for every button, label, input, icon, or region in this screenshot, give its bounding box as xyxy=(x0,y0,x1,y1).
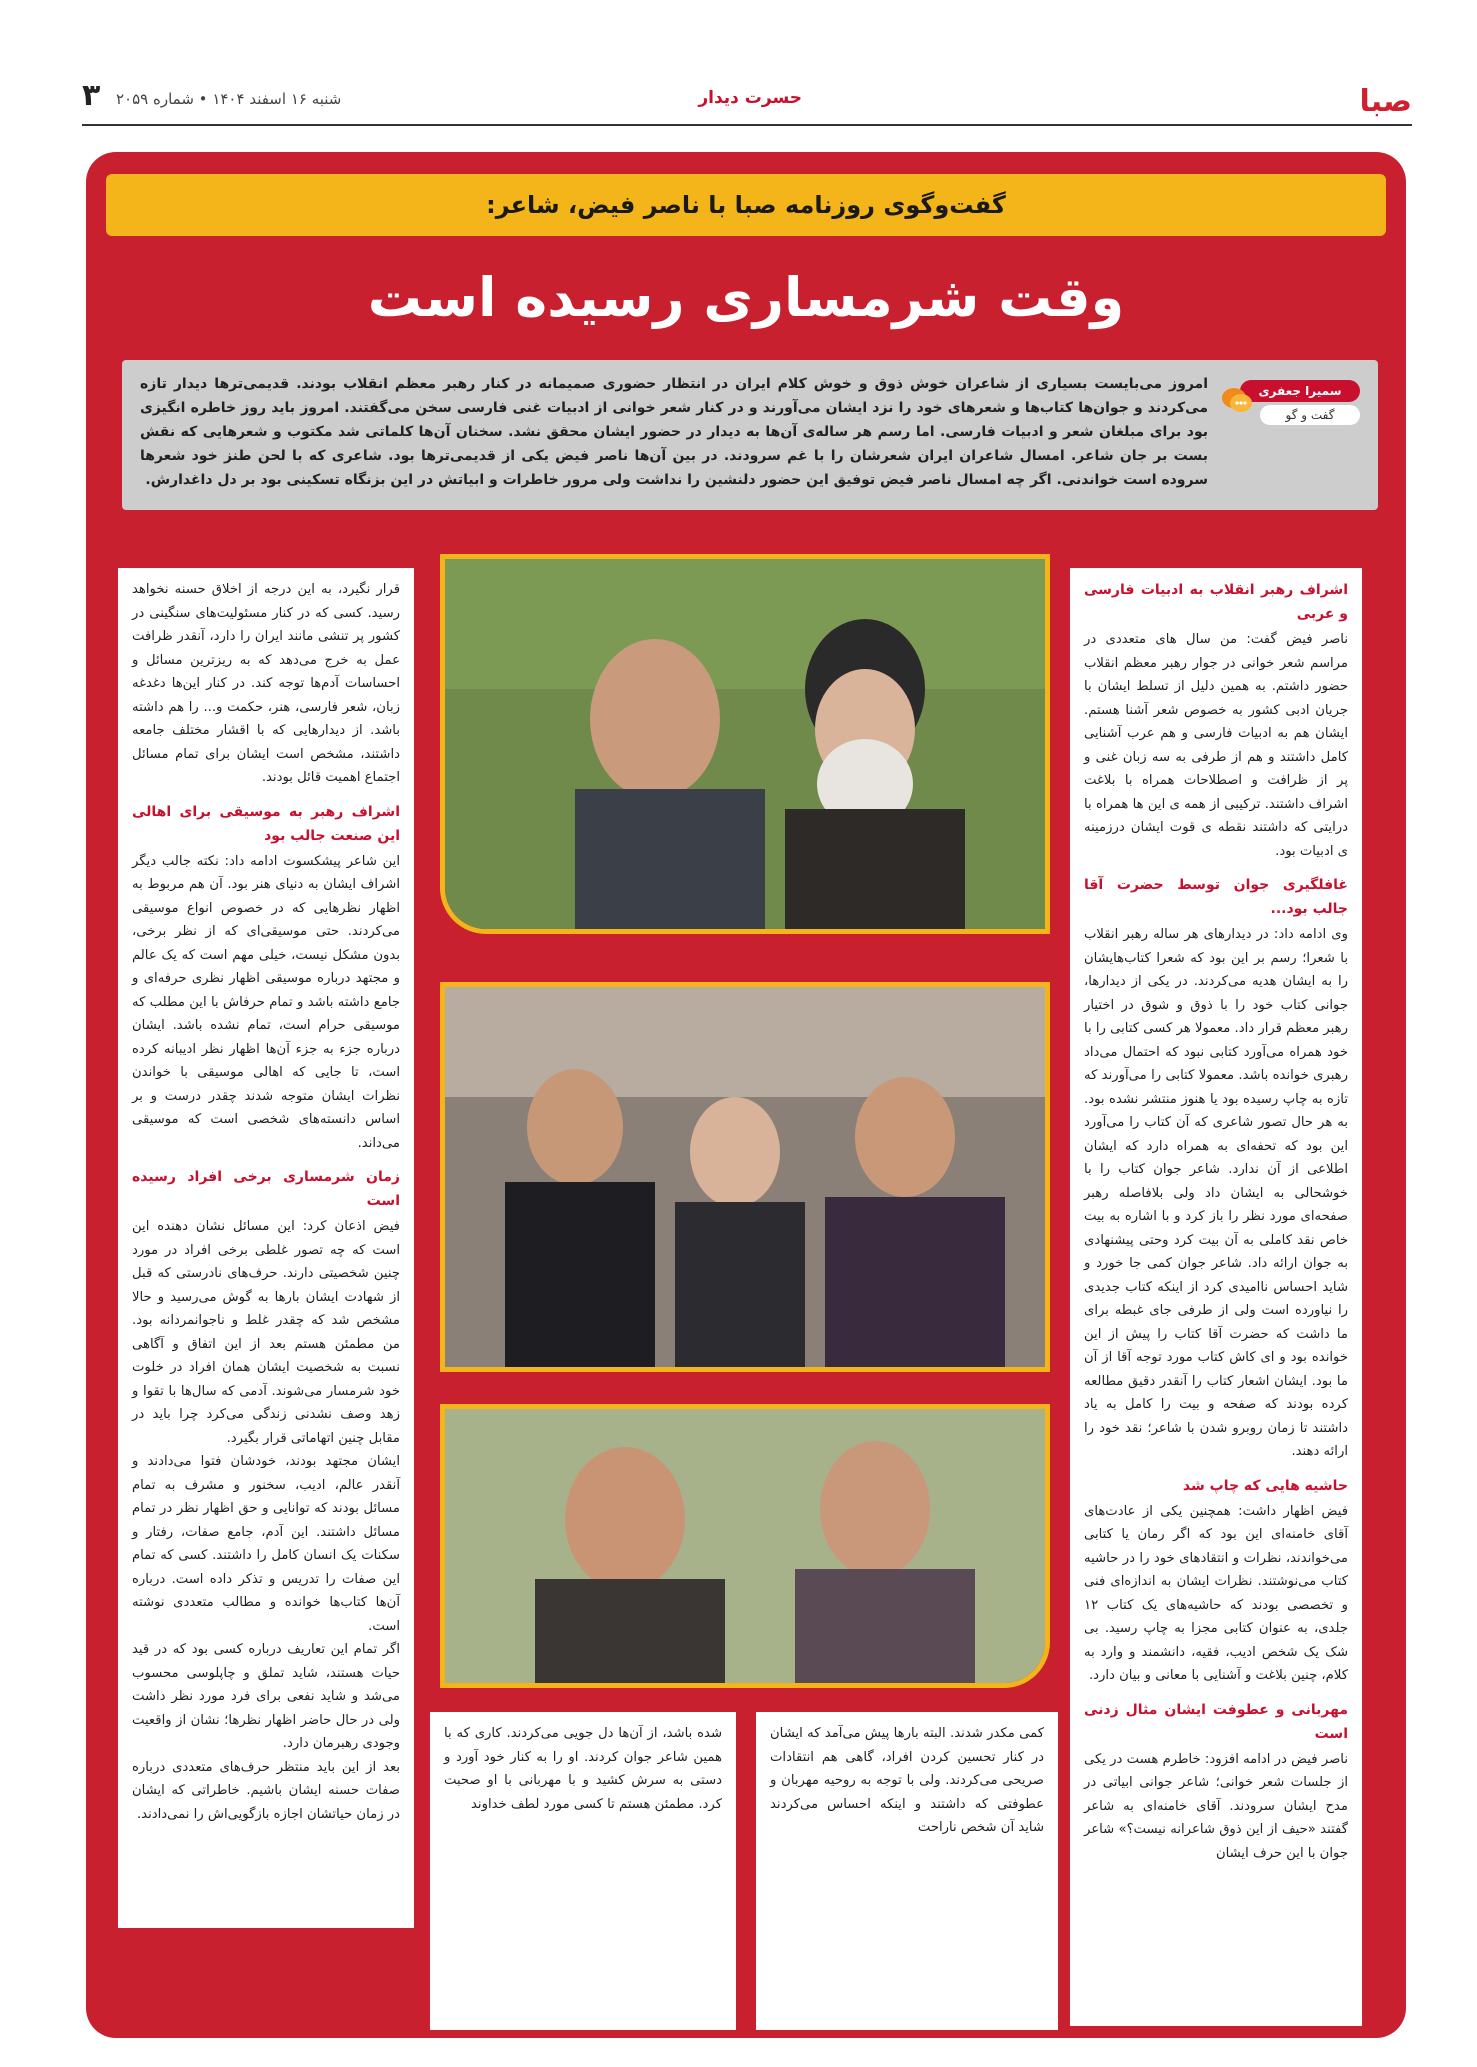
photo-illustration xyxy=(445,987,1045,1367)
paragraph: ایشان مجتهد بودند، خودشان فتوا می‌دادند و آنقدر عالم، ادیب، سخنور و مشرف به تمام مسائل بودند که توانایی و حق اظهار نظر در تمام مسائل داشتند. این آدم، جامع صفات، رفتار و سکنات یک انسان کامل را داشتند. کسی که تمام این صفات را تدریس و تذکر داده است. درباره آن‌ها کتاب‌ها خوانده و مطالب متعددی نوشته است. xyxy=(132,1454,400,1634)
paragraph: اگر تمام این تعاریف درباره کسی بود که در قید حیات هستند، شاید تملق و چاپلوسی محسوب می‌شد و شاید نفعی برای فرد مورد نظر داشت ولی در حال حاضر اظهار نظرها؛ نشان از واقعیت وجودی رهبرمان دارد. xyxy=(132,1642,400,1751)
paragraph: این شاعر پیشکسوت ادامه داد: نکته جالب دیگر اشراف ایشان به دنیای هنر بود. آن هم مربوط به اظهار نظرهایی که در خصوص انواع موسیقی می‌کردند. حتی موسیقی‌ای که از نظر برخی، بدون مشکل نیست، خیلی مهم است که یک عالم و مجتهد درباره موسیقی اظهار نظری حرفه‌ای و جامع داشته باشد و تمام حرفاش با این مطلب که موسیقی حرام است، تمام نشده باشد. ایشان درباره جزء به جزء آن‌ها اظهار نظر ادیبانه کرده است، تا جایی که اهالی موسیقی با خواندن نظرات ایشان متوجه شدند چقدر درست و بر اساس دانسته‌های شخصی است که موسیقی می‌داند. xyxy=(132,853,400,1151)
column-left xyxy=(118,568,414,1928)
subhead: مهربانی و عطوفت ایشان مثال زدنی است xyxy=(1084,1701,1348,1742)
paragraph: ناصر فیض گفت: من سال های متعددی در مراسم شعر خوانی در جوار رهبر معظم انقلاب حضور داشتم. به همین دلیل از تسلط ایشان با جریان ادبی کشور به خصوص شعر آشنا هستم. ایشان هم به ادبیات فارسی و هم عرب آشنایی کامل داشتند و هم از طرفی به سه زبان غنی و پر از ظرافت و اصطلاحات همراه با بلاغت اشراف داشتند. ترکیبی از همه ی این ها همراه با درایتی که داشتند نقطه ی قوت ایشان درزمینه ی ادبیات بود. xyxy=(1084,632,1348,859)
subhead: زمان شرمساری برخی افراد رسیده است xyxy=(132,1169,400,1209)
photo-illustration xyxy=(445,559,1045,929)
column-bottom-middle-right xyxy=(756,1712,1058,2030)
subhead: اشراف رهبر انقلاب به ادبیات فارسی و عربی xyxy=(1084,582,1348,622)
paragraph: فیض اظهار داشت: همچنین یکی از عادت‌های آقای خامنه‌ای این بود که اگر رمان یا کتابی می‌خواندند، نظرات و انتقادهای خود را در حاشیه کتاب می‌نوشتند. نظرات ایشان به اندازه‌ای فنی و تخصصی بودند که حاشیه‌های یک کتاب ۱۲ جلدی، به عنوان کتابی مجزا به چاپ رسید. بی شک یک شخص ادیب، فقیه، دانشمند و وارد به کلام، چنین بلاغت و آشنایی با معانی و بیان دارد. xyxy=(1084,1503,1348,1683)
chat-bubble-icon xyxy=(1220,384,1254,418)
kicker-text: گفت‌وگوی روزنامه صبا با ناصر فیض، شاعر: xyxy=(486,191,1006,219)
kicker-banner xyxy=(106,174,1386,236)
date-issue: شنبه ۱۶ اسفند ۱۴۰۴ • شماره ۲۰۵۹ xyxy=(116,90,342,108)
photo-leader-and-poet xyxy=(440,554,1050,934)
author-name: سمیرا جعفری xyxy=(1240,380,1360,402)
column-bottom-middle-left xyxy=(430,1712,736,2030)
newspaper-logo xyxy=(1342,82,1412,122)
masthead xyxy=(82,78,1412,126)
section-name: حسرت دیدار xyxy=(698,88,802,108)
author-badge xyxy=(1220,380,1360,428)
headline: وقت شرمساری رسیده است xyxy=(367,266,1125,329)
subhead: حاشیه هایی که چاپ شد xyxy=(1182,1477,1348,1494)
lead-box xyxy=(122,360,1378,510)
page-number: ۳ xyxy=(82,78,101,113)
author-role: گفت و گو xyxy=(1260,405,1360,425)
paragraph: بعد از این باید منتظر حرف‌های متعددی درباره صفات حسنه ایشان باشیم. خاطراتی که ایشان در زمان حیاتشان اجازه بازگویی‌اش را نمی‌دادند. xyxy=(132,1759,400,1822)
paragraph: ناصر فیض در ادامه افزود: خاطرم هست در یکی از جلسات شعر خوانی؛ شاعر جوانی ابیاتی در مدح ایشان سرودند. آقای خامنه‌ای به شاعر گفتند «حیف از این ذوق شاعرانه نیست؟» شاعر جوان با این حرف ایشان xyxy=(1084,1751,1348,1861)
subhead: غافلگیری جوان توسط حضرت آقا جالب بود... xyxy=(1084,877,1348,917)
subhead: اشراف رهبر به موسیقی برای اهالی این صنعت جالب بود xyxy=(132,803,400,844)
paragraph: وی ادامه داد: در دیدارهای هر ساله رهبر انقلاب با شعرا؛ رسم بر این بود که شعرا کتاب‌هایشان را به ایشان هدیه می‌کردند. در یکی از دیدارها، جوانی کتاب خود را با ذوق و شوق در اختیار رهبر معظم قرار داد. معمولا هر کسی کتابی را با خود همراه می‌آورد کتابی نبود که احتمال می‌داد رهبری خوانده باشد. معمولا کتابی را می‌آورند که تازه به چاپ رسیده بود یا هنوز منتشر نشده بود. به هر حال تصور شاعری که آن کتاب را می‌آورد این بود که تحفه‌ای به همراه دارد که ایشان اطلاعی از آن ندارد. شاعر جوان کتاب را با خوشحالی به ایشان داد ولی بلافاصله رهبر صفحه‌ای مورد نظر را باز کرد و با اشاره به بیت خاص نقد کاملی به آن بیت کرد وحتی پیشنهادی به جوان ارائه داد. شاعر جوان کمی جا خورد و شاید احساس ناامیدی کرد از اینکه کتاب جدیدی را نیاورده است ولی از طرفی جای غبطه برای ما داشت که حضرت آقا کتاب را پیش از این خوانده بود و ای کاش کتاب مورد توجه آقا از آن ما بود. ایشان اشعار کتاب را آنقدر دقیق مطالعه کرده بودند که صفحه و بیت را کامل به یاد داشتند تا زمان روبرو شدن با شاعر؛ نقد خود را ارائه دهند. xyxy=(1084,927,1348,1459)
paragraph: فیض اذعان کرد: این مسائل نشان دهنده این است که چه تصور غلطی برخی افراد در مورد چنین شخصیتی دارند. حرف‌های نادرستی که قبل از شهادت ایشان بارها به گوش می‌رسید و حالا مشخص شد که چقدر غلط و ناجوانمردانه بود. من مطمئن هستم بعد از این اتفاق و آگاهی نسبت به شخصیت ایشان همان افراد در خلوت خود شرمسار می‌شوند. آدمی که سال‌ها با تقوا و زهد وصف نشدنی زندگی می‌کرد چرا باید در مقابل چنین اتهاماتی قرار بگیرد. xyxy=(132,1219,400,1446)
photo-poets-speaking xyxy=(440,1404,1050,1688)
column-right xyxy=(1070,568,1362,2026)
paragraph: شده باشد، از آن‌ها دل جویی می‌کردند. کاری که با همین شاعر جوان کردند. او را به کنار خود آورد و دستی به سرش کشید و با مهربانی با او صحبت کرد. مطمئن هستم تا کسی مورد لطف خداوند xyxy=(444,1726,722,1812)
photo-poets-audience xyxy=(440,982,1050,1372)
photo-illustration xyxy=(445,1409,1045,1683)
logo-text: صبا xyxy=(1359,84,1412,119)
lead-text: امروز می‌بایست بسیاری از شاعران خوش ذوق و خوش کلام ایران در انتظار حضوری صمیمانه در کنار رهبر معظم انقلاب بودند. قدیمی‌ترها دیدار تازه می‌کردند و جوان‌ها کتاب‌ها و شعرهای خود را نزد ایشان می‌آورند و در کنار شعر خوانی از ادبیات غنی فارسی سخن می‌گفتند. امروز باید روز خاطره انگیزی بود برای مبلغان شعر و ادبیات فارسی. اما رسم هر ساله‌ی آن‌ها به دیدار در حضور ایشان محقق نشد. سخنان آن‌ها کلماتی شد مکتوب و شعرهایی که نقش بست بر جان شاعر. امسال شاعران ایران شعرشان را با غم سرودند. در بین آن‌ها ناصر فیض یکی از قدیمی‌ترها بود. شاعری که با لحن طنز خود شعرها سروده است خواندنی. اگر چه امسال ناصر فیض توفیق این حضور دلنشین را نداشت ولی مرور خاطرات و ابیاتش در این بزنگاه تسکینی بود بر دل داغدارش. xyxy=(140,376,1208,488)
paragraph: کمی مکدر شدند. البته بارها پیش می‌آمد که ایشان در کنار تحسین کردن افراد، گاهی هم انتقادات صریحی می‌کردند. ولی با توجه به روحیه مهربان و عطوفتی که داشتند و اینکه احساس می‌کردند شاید آن شخص ناراحت xyxy=(770,1726,1044,1835)
paragraph: قرار نگیرد، به این درجه از اخلاق حسنه نخواهد رسید. کسی که در کنار مسئولیت‌های سنگینی در کشور پر تنشی مانند ایران را دارد، آنقدر ظرافت عمل به خرج می‌دهد که به ریزترین مسائل و احساسات آدم‌ها توجه کند. در کنار این‌ها دغدغه زبان، شعر فارسی، هنر، حکمت و... را هم داشته باشد. از دیدارهایی که با اقشار مختلف جامعه داشتند، مشخص است ایشان برای تمام مسائل اجتماع اهمیت قائل بودند. xyxy=(132,582,400,785)
